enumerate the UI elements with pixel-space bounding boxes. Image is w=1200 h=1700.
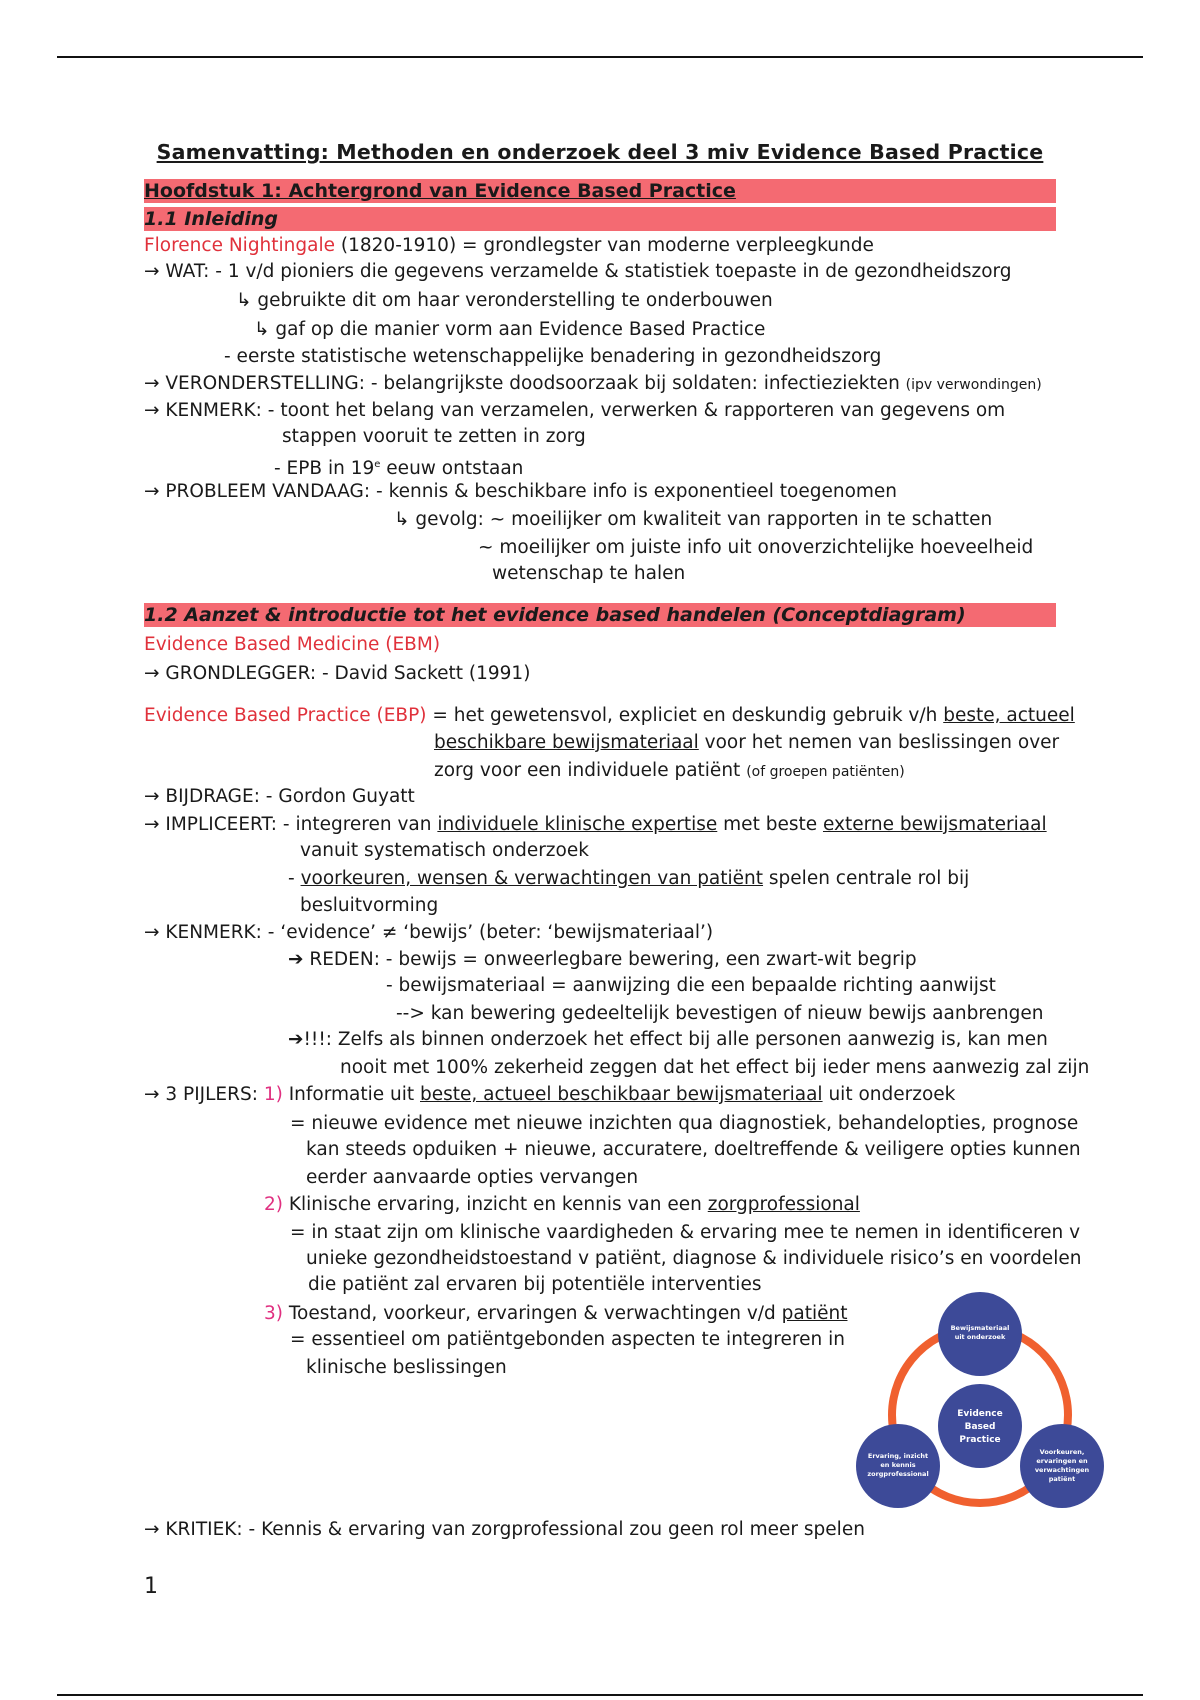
text-line: die patiënt zal ervaren bij potentiële interventies	[308, 1274, 762, 1295]
text-line: = essentieel om patiëntgebonden aspecten te integreren in	[290, 1329, 845, 1350]
text-line: = in staat zijn om klinische vaardigheden & ervaring mee te nemen in identificeren v	[290, 1222, 1081, 1243]
text-line: = nieuwe evidence met nieuwe inzichten qua diagnostiek, behandelopties, prognose	[290, 1113, 1079, 1134]
text: → VERONDERSTELLING: - belangrijkste doodsoorzaak bij soldaten: infectieziekten	[144, 373, 906, 394]
list-number: 3)	[264, 1303, 283, 1324]
text-line	[264, 1302, 848, 1326]
text: Toestand, voorkeur, ervaringen & verwachtingen v/d	[283, 1303, 782, 1324]
text: uit onderzoek	[822, 1084, 956, 1105]
diagram-node-left	[856, 1424, 940, 1508]
document-title: Samenvatting: Methoden en onderzoek deel 3 miv Evidence Based Practice	[156, 140, 1044, 164]
text-line	[144, 704, 1075, 728]
small-note: (ipv verwondingen)	[905, 377, 1042, 393]
text: Informatie uit	[282, 1084, 420, 1105]
bottom-rule	[57, 1694, 1143, 1696]
diagram-label: Bewijsmateriaal	[950, 1324, 1010, 1332]
diagram-label: uit onderzoek	[954, 1333, 1006, 1341]
underlined-text: beschikbare bewijsmateriaal	[434, 732, 699, 753]
term-florence: Florence Nightingale	[144, 235, 336, 256]
term-ebp: Evidence Based Practice (EBP)	[144, 705, 427, 726]
diagram-node-center	[938, 1384, 1022, 1468]
text-line: ~ moeilijker om juiste info uit onoverzichtelijke hoeveelheid	[478, 537, 1034, 558]
diagram-label: Practice	[959, 1435, 1001, 1445]
text-line	[274, 453, 523, 481]
text-line	[144, 372, 1042, 397]
text-line: vanuit systematisch onderzoek	[300, 840, 589, 861]
text-line: klinische beslissingen	[306, 1357, 507, 1378]
text: voor het nemen van beslissingen over	[698, 732, 1060, 753]
text: → IMPLICEERT: - integreren van	[144, 814, 438, 835]
text-line: stappen vooruit te zetten in zorg	[282, 426, 586, 447]
text-line: kan steeds opduiken + nieuwe, accuratere, doeltreffende & veiligere opties kunnen	[306, 1139, 1081, 1160]
text: met beste	[717, 814, 823, 835]
text: - EPB in 19	[274, 458, 375, 480]
diagram-label: Voorkeuren,	[1039, 1448, 1085, 1456]
diagram-label: Evidence	[957, 1409, 1003, 1419]
text-line: ↳ gebruikte dit om haar veronderstelling te onderbouwen	[236, 290, 773, 311]
page-number: 1	[144, 1574, 158, 1599]
underlined-text: voorkeuren, wensen & verwachtingen van patiënt	[300, 868, 764, 889]
text-line: eerder aanvaarde opties vervangen	[306, 1167, 639, 1188]
text-line: --> kan bewering gedeeltelijk bevestigen of nieuw bewijs aanbrengen	[396, 1003, 1044, 1024]
section-heading-1-2: 1.2 Aanzet & introductie tot het evidence based handelen (Conceptdiagram)	[144, 604, 966, 626]
text-line: nooit met 100% zekerheid zeggen dat het effect bij ieder mens aanwezig zal zijn	[340, 1057, 1090, 1078]
underlined-text: zorgprofessional	[707, 1194, 860, 1215]
text-line: → PROBLEEM VANDAAG: - kennis & beschikbare info is exponentieel toegenomen	[144, 481, 898, 502]
text-line	[144, 1083, 955, 1107]
text: zorg voor een individuele patiënt	[434, 760, 747, 781]
text-line: unieke gezondheidstoestand v patiënt, diagnose & individuele risico’s en voordelen	[306, 1248, 1082, 1269]
text-line: → GRONDLEGGER: - David Sackett (1991)	[144, 663, 531, 684]
diagram-label: patiënt	[1048, 1475, 1076, 1483]
diagram-node-right	[1020, 1424, 1104, 1508]
text-line: wetenschap te halen	[492, 563, 686, 584]
text-line: ↳ gevolg: ~ moeilijker om kwaliteit van rapporten in te schatten	[394, 509, 993, 530]
ebp-concept-diagram	[850, 1290, 1110, 1520]
text-line: → WAT: - 1 v/d pioniers die gegevens verzamelde & statistiek toepaste in de gezondheidszorg	[144, 261, 1012, 282]
definition: (1820-1910) = grondlegster van moderne verpleegkunde	[335, 235, 874, 256]
text-line: - bewijsmateriaal = aanwijzing die een bepaalde richting aanwijst	[386, 975, 996, 996]
underlined-text: beste, actueel	[943, 705, 1075, 726]
list-number: 2)	[264, 1194, 283, 1215]
list-number: 1)	[263, 1084, 283, 1105]
text-line: → KENMERK: - toont het belang van verzamelen, verwerken & rapporteren van gegevens om	[144, 400, 1006, 421]
text-line: - eerste statistische wetenschappelijke benadering in gezondheidszorg	[224, 346, 882, 367]
underlined-text: individuele klinische expertise	[437, 814, 718, 835]
superscript: e	[374, 459, 381, 470]
diagram-label: Ervaring, inzicht	[867, 1452, 929, 1460]
text: = het gewetensvol, expliciet en deskundig gebruik v/h	[426, 705, 944, 726]
text: Klinische ervaring, inzicht en kennis van een	[283, 1194, 708, 1215]
diagram-label: en kennis	[880, 1461, 916, 1469]
top-rule	[57, 56, 1143, 58]
underlined-text: beste, actueel beschikbaar bewijsmateriaal	[420, 1084, 823, 1105]
diagram-label: Based	[964, 1422, 996, 1432]
section-heading-1-1: 1.1 Inleiding	[144, 208, 279, 230]
diagram-node-top	[938, 1292, 1022, 1376]
text-line	[434, 759, 905, 784]
text-line	[264, 1193, 860, 1217]
small-note: (of groepen patiënten)	[746, 764, 905, 780]
text: → 3 PIJLERS:	[144, 1084, 264, 1105]
text-line	[144, 813, 1047, 837]
diagram-label: zorgprofessional	[867, 1470, 929, 1478]
section-heading-bar	[144, 207, 1056, 231]
diagram-label: verwachtingen	[1034, 1466, 1090, 1474]
text-line: besluitvorming	[300, 895, 439, 916]
text-line: ➔ REDEN: - bewijs = onweerlegbare bewering, een zwart-wit begrip	[288, 949, 917, 970]
underlined-text: externe bewijsmateriaal	[822, 814, 1047, 835]
text-line: → KRITIEK: - Kennis & ervaring van zorgprofessional zou geen rol meer spelen	[144, 1519, 865, 1540]
text: eeuw ontstaan	[380, 458, 524, 480]
text-line	[144, 234, 874, 258]
chapter-heading: Hoofdstuk 1: Achtergrond van Evidence Based Practice	[144, 180, 736, 202]
underlined-text: patiënt	[781, 1303, 848, 1324]
text-line: ↳ gaf op die manier vorm aan Evidence Based Practice	[254, 319, 766, 340]
text-line: ➔!!!: Zelfs als binnen onderzoek het effect bij alle personen aanwezig is, kan men	[288, 1029, 1048, 1050]
text-line: → BIJDRAGE: - Gordon Guyatt	[144, 786, 415, 807]
text-line	[434, 731, 1059, 755]
text-line	[288, 867, 969, 891]
term-ebm: Evidence Based Medicine (EBM)	[144, 634, 441, 655]
text-line: → KENMERK: - ‘evidence’ ≠ ‘bewijs’ (beter: ‘bewijsmateriaal’)	[144, 922, 714, 943]
diagram-label: ervaringen en	[1036, 1457, 1088, 1465]
text: -	[288, 868, 301, 889]
text: spelen centrale rol bij	[763, 868, 970, 889]
